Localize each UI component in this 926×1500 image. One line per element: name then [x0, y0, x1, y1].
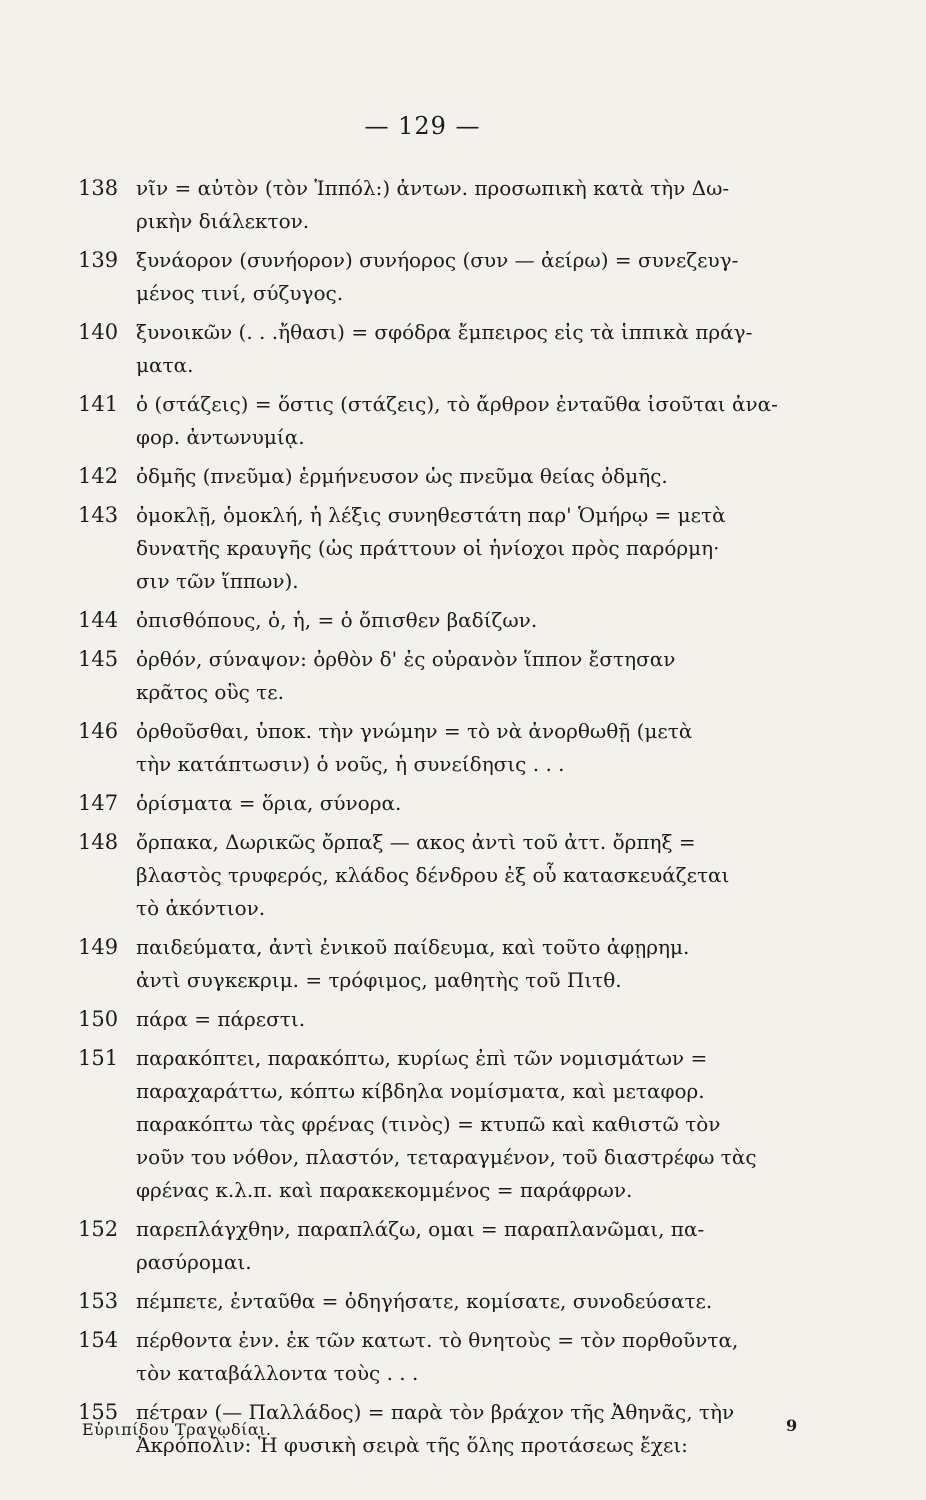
entry-line: ὀρθόν, σύναψον: ὀρθὸν δ' ἐς οὐρανὸν ἵππον ἔστησαν	[136, 647, 676, 671]
glossary-entry	[78, 643, 798, 709]
glossary-entry	[78, 1324, 798, 1390]
glossary-entry	[78, 604, 798, 637]
glossary-entry	[78, 316, 798, 382]
glossary-entry	[78, 460, 798, 493]
entry-number: 144	[78, 608, 119, 632]
entry-number: 143	[78, 503, 119, 527]
entry-number: 154	[78, 1328, 119, 1352]
entry-number: 152	[78, 1217, 119, 1241]
entry-line: τὸ ἀκόντιον.	[136, 896, 266, 920]
entry-number: 142	[78, 464, 119, 488]
entry-line: παρακόπτει, παρακόπτω, κυρίως ἐπὶ τῶν νομισμάτων =	[136, 1046, 708, 1070]
page-number: — 129 —	[364, 112, 481, 140]
entry-line: ὀρθοῦσθαι, ὑποκ. τὴν γνώμην = τὸ νὰ ἀνορθωθῇ (μετὰ	[136, 719, 693, 743]
glossary-entry	[78, 1042, 798, 1207]
entry-line: φρένας κ.λ.π. καὶ παρακεκομμένος = παράφρων.	[136, 1178, 633, 1202]
entry-line: τὸν καταβάλλοντα τοὺς . . .	[136, 1361, 419, 1385]
glossary-entry	[78, 1003, 798, 1036]
glossary-entry	[78, 931, 798, 997]
entry-line: ὀδμῆς (πνεῦμα) ἑρμήνευσον ὡς πνεῦμα θείας ὀδμῆς.	[136, 464, 668, 488]
entry-line: ξυνάορον (συνήορον) συνήορος (συν — ἀείρω) = συνεζευγ-	[136, 248, 739, 272]
entry-number: 147	[78, 791, 119, 815]
entry-line: ξυνοικῶν (. . .ἤθασι) = σφόδρα ἔμπειρος εἰς τὰ ἱππικὰ πράγ-	[136, 320, 753, 344]
entry-line: φορ. ἀντωνυμίᾳ.	[136, 425, 305, 449]
entry-line: μένος τινί, σύζυγος.	[136, 281, 344, 305]
entry-line: σιν τῶν ἵππων).	[136, 569, 299, 593]
entry-number: 148	[78, 830, 119, 854]
entry-line: ὁ (στάζεις) = ὅστις (στάζεις), τὸ ἄρθρον ἐνταῦθα ἰσοῦται ἀνα-	[136, 392, 778, 416]
glossary-entry	[78, 388, 798, 454]
entry-number: 141	[78, 392, 119, 416]
entry-line: ὀμοκλῇ, ὁμοκλή, ἡ λέξις συνηθεστάτη παρ' Ὁμήρῳ = μετὰ	[136, 503, 726, 527]
glossary-entry	[78, 172, 798, 238]
entry-number: 151	[78, 1046, 119, 1070]
entry-line: ὀπισθόπους, ὁ, ἡ, = ὁ ὄπισθεν βαδίζων.	[136, 608, 538, 632]
glossary-entry	[78, 1213, 798, 1279]
entry-number: 155	[78, 1400, 119, 1424]
glossary-entries	[78, 172, 798, 1468]
glossary-entry	[78, 715, 798, 781]
entry-line: ἀντὶ συγκεκριμ. = τρόφιμος, μαθητὴς τοῦ Πιτθ.	[136, 968, 622, 992]
entry-line: ρασύρομαι.	[136, 1250, 252, 1274]
entry-number: 146	[78, 719, 119, 743]
entry-number: 153	[78, 1289, 119, 1313]
entry-line: τὴν κατάπτωσιν) ὁ νοῦς, ἡ συνείδησις . . .	[136, 752, 565, 776]
entry-line: ματα.	[136, 353, 194, 377]
entry-line: πέμπετε, ἐνταῦθα = ὁδηγήσατε, κομίσατε, συνοδεύσατε.	[136, 1289, 713, 1313]
entry-line: πάρα = πάρεστι.	[136, 1007, 306, 1031]
entry-line: κρᾶτος οὓς τε.	[136, 680, 284, 704]
entry-line: νῖν = αὐτὸν (τὸν Ἱππόλ:) ἀντων. προσωπικὴ κατὰ τὴν Δω-	[136, 176, 730, 200]
entry-line: παρεπλάγχθην, παραπλάζω, ομαι = παραπλανῶμαι, πα-	[136, 1217, 705, 1241]
glossary-entry	[78, 826, 798, 925]
entry-line: νοῦν του νόθον, πλαστόν, τεταραγμένον, τοῦ διαστρέφω τὰς	[136, 1145, 757, 1169]
entry-number: 145	[78, 647, 119, 671]
entry-line: πέρθοντα ἐνν. ἐκ τῶν κατωτ. τὸ θνητοὺς = τὸν πορθοῦντα,	[136, 1328, 739, 1352]
entry-line: πέτραν (— Παλλάδος) = παρὰ τὸν βράχον τῆς Ἀθηνᾶς, τὴν	[136, 1400, 735, 1424]
glossary-entry	[78, 1285, 798, 1318]
entry-line: ὁρίσματα = ὅρια, σύνορα.	[136, 791, 402, 815]
footer-title: Εὐριπίδου Τραγῳδίαι.	[82, 1420, 272, 1439]
entry-number: 140	[78, 320, 119, 344]
entry-number: 139	[78, 248, 119, 272]
entry-line: Ἀκρόπολιν: Ἡ φυσικὴ σειρὰ τῆς ὅλης προτάσεως ἔχει:	[136, 1433, 688, 1457]
entry-line: παιδεύματα, ἀντὶ ἑνικοῦ παίδευμα, καὶ τοῦτο ἀφῃρημ.	[136, 935, 690, 959]
glossary-entry	[78, 787, 798, 820]
entry-line: ρικὴν διάλεκτον.	[136, 209, 310, 233]
glossary-entry	[78, 244, 798, 310]
entry-line: παρακόπτω τὰς φρένας (τινὸς) = κτυπῶ καὶ καθιστῶ τὸν	[136, 1112, 721, 1136]
entry-number: 150	[78, 1007, 119, 1031]
entry-line: παραχαράττω, κόπτω κίβδηλα νομίσματα, καὶ μεταφορ.	[136, 1079, 705, 1103]
entry-number: 138	[78, 176, 119, 200]
entry-line: βλαστὸς τρυφερός, κλάδος δένδρου ἐξ οὗ κατασκευάζεται	[136, 863, 730, 887]
signature-mark: 9	[786, 1416, 798, 1435]
entry-line: δυνατῆς κραυγῆς (ὡς πράττουν οἱ ἡνίοχοι πρὸς παρόρμη·	[136, 536, 720, 560]
entry-number: 149	[78, 935, 119, 959]
entry-line: ὄρπακα, Δωρικῶς ὄρπαξ — ακος ἀντὶ τοῦ ἀττ. ὄρπηξ =	[136, 830, 696, 854]
glossary-entry	[78, 499, 798, 598]
